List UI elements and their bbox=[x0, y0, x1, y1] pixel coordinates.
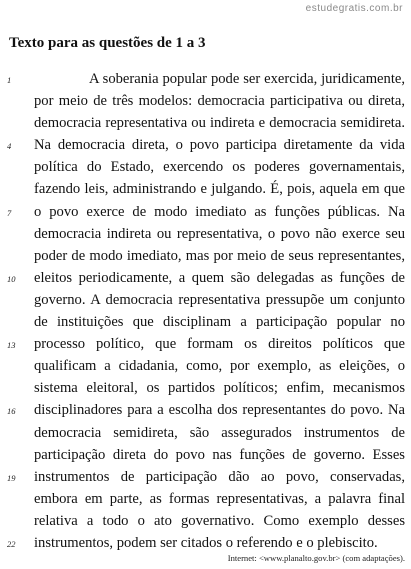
line-text: de instituições que disciplinam a participação popular no bbox=[34, 314, 405, 331]
text-line bbox=[0, 466, 411, 488]
text-line bbox=[0, 510, 411, 532]
line-text: relativa a todo o ato governativo. Como exemplo desses bbox=[34, 512, 405, 529]
line-text: política do Estado, exercendo os poderes governamentais, bbox=[34, 159, 405, 176]
line-number: 10 bbox=[7, 273, 16, 284]
line-text: eleitos periodicamente, a quem são delegadas as funções de bbox=[34, 269, 405, 286]
line-text: instrumentos de participação dão ao povo, conservadas, bbox=[34, 468, 405, 485]
text-line bbox=[0, 377, 411, 399]
text-line bbox=[0, 444, 411, 466]
line-text: democracia semidireta, são assegurados instrumentos de bbox=[34, 424, 405, 441]
line-text: democracia indireta ou representativa, o povo não exerce seu bbox=[34, 225, 405, 242]
line-text: disciplinadores para a escolha dos representantes do povo. Na bbox=[34, 402, 405, 419]
line-text: por meio de três modelos: democracia participativa ou direta, bbox=[34, 93, 405, 110]
line-text: o povo exerce de modo imediato as funções públicas. Na bbox=[34, 203, 405, 220]
line-text: governo. A democracia representativa pressupõe um conjunto bbox=[34, 291, 405, 308]
text-line bbox=[0, 267, 411, 289]
line-number: 22 bbox=[7, 538, 16, 549]
text-line bbox=[0, 245, 411, 267]
line-text: Na democracia direta, o povo participa diretamente da vida bbox=[34, 137, 405, 154]
line-text: A soberania popular pode ser exercida, juridicamente, bbox=[89, 71, 405, 87]
line-text: participação direta do povo nas funções de governo. Esses bbox=[34, 446, 405, 463]
text-line bbox=[0, 333, 411, 355]
text-line bbox=[0, 422, 411, 444]
text-line bbox=[0, 156, 411, 178]
line-number: 4 bbox=[7, 141, 12, 152]
text-line bbox=[0, 178, 411, 200]
text-line bbox=[0, 90, 411, 112]
text-line bbox=[0, 134, 411, 156]
passage-text bbox=[0, 68, 411, 554]
text-line bbox=[0, 201, 411, 223]
text-line bbox=[0, 488, 411, 510]
text-line bbox=[0, 112, 411, 134]
line-text: processo político, que formam os direitos políticos que bbox=[34, 336, 405, 353]
text-line bbox=[0, 399, 411, 421]
line-text: sistema eleitoral, os partidos políticos; enfim, mecanismos bbox=[34, 380, 405, 397]
text-line bbox=[0, 355, 411, 377]
line-text: fazendo leis, administrando e julgando. É, pois, aquela em que bbox=[34, 181, 405, 198]
text-line bbox=[0, 68, 411, 90]
line-text: poder de modo imediato, mas por meio de seus representantes, bbox=[34, 247, 405, 264]
line-number: 13 bbox=[7, 340, 16, 351]
text-line bbox=[0, 289, 411, 311]
watermark: estudegratis.com.br bbox=[305, 3, 403, 14]
text-line bbox=[0, 311, 411, 333]
line-text: instrumentos, podem ser citados o referendo e o plebiscito. bbox=[34, 534, 378, 551]
line-number: 7 bbox=[7, 207, 12, 218]
line-text: qualificam a cidadania, como, por exemplo, as eleições, o bbox=[34, 358, 405, 375]
line-number: 16 bbox=[7, 406, 16, 417]
source-citation: Internet: <www.planalto.gov.br> (com adaptações). bbox=[227, 553, 405, 563]
line-text: democracia representativa ou indireta e democracia semidireta. bbox=[34, 115, 405, 132]
line-text: embora em parte, as formas representativas, a palavra final bbox=[34, 490, 405, 507]
section-heading: Texto para as questões de 1 a 3 bbox=[9, 35, 206, 51]
text-line bbox=[0, 223, 411, 245]
line-number: 19 bbox=[7, 472, 16, 483]
line-number: 1 bbox=[7, 75, 12, 85]
text-line bbox=[0, 532, 411, 554]
